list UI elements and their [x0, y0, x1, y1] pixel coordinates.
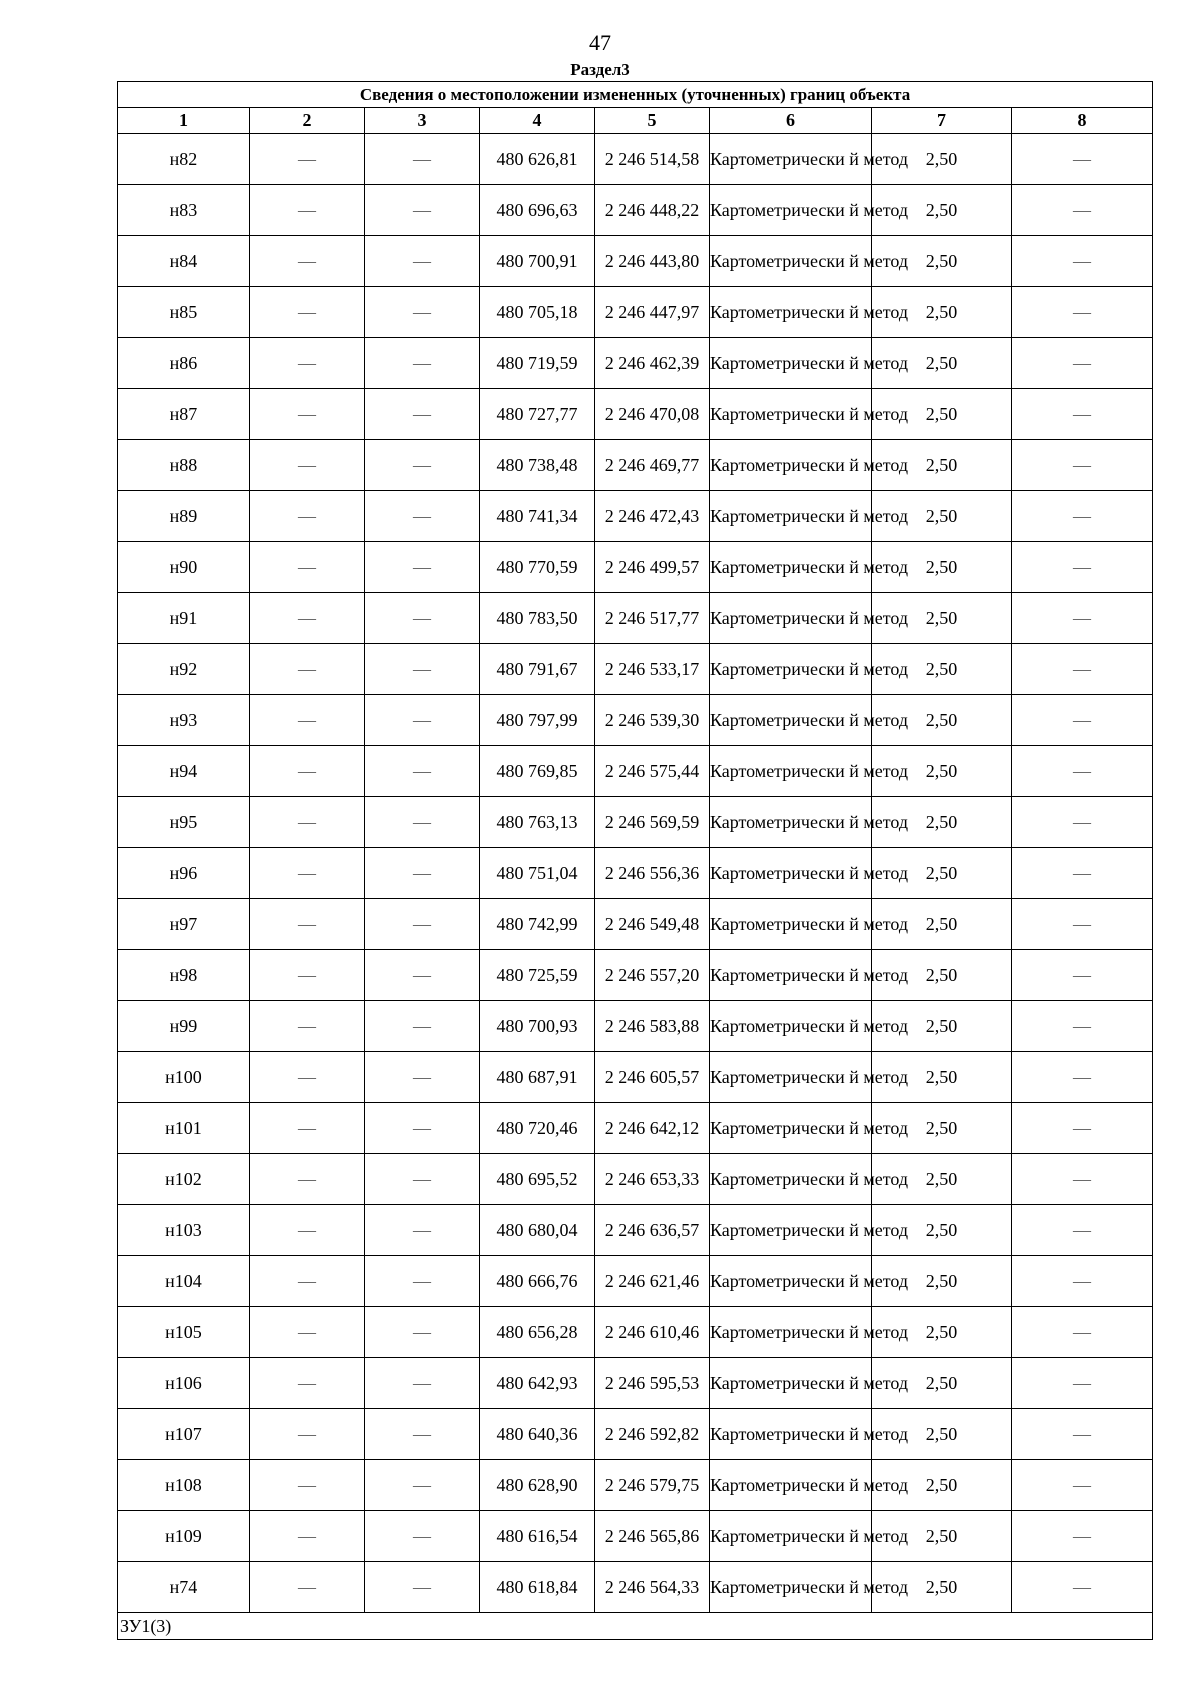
x-coordinate: 480 783,50: [480, 593, 595, 644]
method: Картометрически й метод: [710, 134, 872, 185]
point-name: н108: [118, 1460, 250, 1511]
x-coordinate: 480 725,59: [480, 950, 595, 1001]
column-number-6: 6: [710, 108, 872, 134]
table-row: [118, 440, 1153, 491]
column-8-value: —: [1012, 1154, 1153, 1205]
table-footer: ЗУ1(3): [118, 1613, 1153, 1640]
y-coordinate: 2 246 448,22: [595, 185, 710, 236]
column-3-value: —: [365, 1052, 480, 1103]
column-8-value: —: [1012, 491, 1153, 542]
table-row: [118, 1154, 1153, 1205]
point-name: н86: [118, 338, 250, 389]
method: Картометрически й метод: [710, 695, 872, 746]
column-8-value: —: [1012, 950, 1153, 1001]
table-row: [118, 1307, 1153, 1358]
table-row: [118, 644, 1153, 695]
point-name: н104: [118, 1256, 250, 1307]
method: Картометрически й метод: [710, 338, 872, 389]
column-8-value: —: [1012, 1307, 1153, 1358]
column-3-value: —: [365, 1205, 480, 1256]
column-3-value: —: [365, 644, 480, 695]
column-2-value: —: [250, 389, 365, 440]
column-2-value: —: [250, 848, 365, 899]
table-row: [118, 134, 1153, 185]
column-8-value: —: [1012, 1511, 1153, 1562]
column-3-value: —: [365, 1154, 480, 1205]
method: Картометрически й метод: [710, 848, 872, 899]
column-8-value: —: [1012, 542, 1153, 593]
column-8-value: —: [1012, 848, 1153, 899]
column-8-value: —: [1012, 287, 1153, 338]
column-3-value: —: [365, 491, 480, 542]
method: Картометрически й метод: [710, 1562, 872, 1613]
x-coordinate: 480 738,48: [480, 440, 595, 491]
column-8-value: —: [1012, 440, 1153, 491]
accuracy: 2,50: [872, 1256, 1012, 1307]
column-3-value: —: [365, 899, 480, 950]
column-3-value: —: [365, 797, 480, 848]
point-name: н96: [118, 848, 250, 899]
point-name: н87: [118, 389, 250, 440]
column-2-value: —: [250, 1409, 365, 1460]
column-8-value: —: [1012, 1103, 1153, 1154]
point-name: н94: [118, 746, 250, 797]
x-coordinate: 480 770,59: [480, 542, 595, 593]
column-2-value: —: [250, 491, 365, 542]
point-name: н97: [118, 899, 250, 950]
point-name: н91: [118, 593, 250, 644]
column-8-value: —: [1012, 1052, 1153, 1103]
section-label: Раздел3: [570, 60, 630, 79]
column-3-value: —: [365, 746, 480, 797]
column-8-value: —: [1012, 593, 1153, 644]
y-coordinate: 2 246 610,46: [595, 1307, 710, 1358]
point-name: н105: [118, 1307, 250, 1358]
y-coordinate: 2 246 579,75: [595, 1460, 710, 1511]
y-coordinate: 2 246 514,58: [595, 134, 710, 185]
column-3-value: —: [365, 134, 480, 185]
column-3-value: —: [365, 1001, 480, 1052]
table-row: [118, 746, 1153, 797]
method: Картометрически й метод: [710, 644, 872, 695]
x-coordinate: 480 666,76: [480, 1256, 595, 1307]
accuracy: 2,50: [872, 1307, 1012, 1358]
accuracy: 2,50: [872, 1205, 1012, 1256]
method: Картометрически й метод: [710, 1256, 872, 1307]
column-3-value: —: [365, 236, 480, 287]
point-name: н90: [118, 542, 250, 593]
table-footer-row: [118, 1613, 1153, 1640]
x-coordinate: 480 656,28: [480, 1307, 595, 1358]
column-3-value: —: [365, 389, 480, 440]
column-2-value: —: [250, 1103, 365, 1154]
point-name: н109: [118, 1511, 250, 1562]
y-coordinate: 2 246 462,39: [595, 338, 710, 389]
accuracy: 2,50: [872, 1103, 1012, 1154]
y-coordinate: 2 246 517,77: [595, 593, 710, 644]
column-3-value: —: [365, 950, 480, 1001]
method: Картометрически й метод: [710, 746, 872, 797]
y-coordinate: 2 246 533,17: [595, 644, 710, 695]
x-coordinate: 480 763,13: [480, 797, 595, 848]
point-name: н92: [118, 644, 250, 695]
column-2-value: —: [250, 1154, 365, 1205]
y-coordinate: 2 246 539,30: [595, 695, 710, 746]
column-2-value: —: [250, 440, 365, 491]
table-row: [118, 491, 1153, 542]
x-coordinate: 480 791,67: [480, 644, 595, 695]
column-3-value: —: [365, 695, 480, 746]
method: Картометрически й метод: [710, 1409, 872, 1460]
column-number-3: 3: [365, 108, 480, 134]
column-3-value: —: [365, 1460, 480, 1511]
method: Картометрически й метод: [710, 1052, 872, 1103]
column-8-value: —: [1012, 797, 1153, 848]
y-coordinate: 2 246 469,77: [595, 440, 710, 491]
column-2-value: —: [250, 899, 365, 950]
column-2-value: —: [250, 1460, 365, 1511]
column-2-value: —: [250, 338, 365, 389]
column-2-value: —: [250, 644, 365, 695]
table-title-row: [118, 82, 1153, 108]
column-2-value: —: [250, 1511, 365, 1562]
column-3-value: —: [365, 440, 480, 491]
column-8-value: —: [1012, 389, 1153, 440]
table-row: [118, 1358, 1153, 1409]
column-8-value: —: [1012, 1409, 1153, 1460]
method: Картометрически й метод: [710, 491, 872, 542]
accuracy: 2,50: [872, 1562, 1012, 1613]
point-name: н101: [118, 1103, 250, 1154]
column-number-row: [118, 108, 1153, 134]
x-coordinate: 480 626,81: [480, 134, 595, 185]
table-body: [118, 134, 1153, 1613]
accuracy: 2,50: [872, 440, 1012, 491]
x-coordinate: 480 719,59: [480, 338, 595, 389]
table-row: [118, 287, 1153, 338]
x-coordinate: 480 695,52: [480, 1154, 595, 1205]
page-number: 47: [589, 30, 611, 55]
y-coordinate: 2 246 583,88: [595, 1001, 710, 1052]
column-2-value: —: [250, 1562, 365, 1613]
table-row: [118, 1460, 1153, 1511]
accuracy: 2,50: [872, 695, 1012, 746]
column-2-value: —: [250, 950, 365, 1001]
method: Картометрически й метод: [710, 1358, 872, 1409]
y-coordinate: 2 246 621,46: [595, 1256, 710, 1307]
point-name: н93: [118, 695, 250, 746]
accuracy: 2,50: [872, 848, 1012, 899]
method: Картометрически й метод: [710, 950, 872, 1001]
x-coordinate: 480 705,18: [480, 287, 595, 338]
column-3-value: —: [365, 1103, 480, 1154]
table-row: [118, 185, 1153, 236]
column-3-value: —: [365, 1511, 480, 1562]
accuracy: 2,50: [872, 644, 1012, 695]
method: Картометрически й метод: [710, 1205, 872, 1256]
y-coordinate: 2 246 472,43: [595, 491, 710, 542]
column-8-value: —: [1012, 236, 1153, 287]
method: Картометрически й метод: [710, 1001, 872, 1052]
x-coordinate: 480 700,93: [480, 1001, 595, 1052]
column-3-value: —: [365, 1562, 480, 1613]
table-row: [118, 695, 1153, 746]
column-8-value: —: [1012, 1205, 1153, 1256]
column-number-7: 7: [872, 108, 1012, 134]
y-coordinate: 2 246 592,82: [595, 1409, 710, 1460]
accuracy: 2,50: [872, 899, 1012, 950]
x-coordinate: 480 616,54: [480, 1511, 595, 1562]
y-coordinate: 2 246 549,48: [595, 899, 710, 950]
column-8-value: —: [1012, 695, 1153, 746]
x-coordinate: 480 751,04: [480, 848, 595, 899]
column-8-value: —: [1012, 134, 1153, 185]
column-3-value: —: [365, 1256, 480, 1307]
column-2-value: —: [250, 134, 365, 185]
table-row: [118, 1205, 1153, 1256]
y-coordinate: 2 246 575,44: [595, 746, 710, 797]
y-coordinate: 2 246 470,08: [595, 389, 710, 440]
column-3-value: —: [365, 287, 480, 338]
method: Картометрически й метод: [710, 440, 872, 491]
method: Картометрически й метод: [710, 1511, 872, 1562]
coordinates-table: [117, 81, 1153, 1640]
method: Картометрически й метод: [710, 1307, 872, 1358]
accuracy: 2,50: [872, 1409, 1012, 1460]
column-2-value: —: [250, 695, 365, 746]
column-2-value: —: [250, 236, 365, 287]
y-coordinate: 2 246 556,36: [595, 848, 710, 899]
y-coordinate: 2 246 443,80: [595, 236, 710, 287]
method: Картометрически й метод: [710, 1460, 872, 1511]
column-2-value: —: [250, 593, 365, 644]
column-number-8: 8: [1012, 108, 1153, 134]
table-row: [118, 593, 1153, 644]
table-row: [118, 797, 1153, 848]
table-row: [118, 1001, 1153, 1052]
column-3-value: —: [365, 185, 480, 236]
column-8-value: —: [1012, 1562, 1153, 1613]
column-3-value: —: [365, 1307, 480, 1358]
y-coordinate: 2 246 605,57: [595, 1052, 710, 1103]
x-coordinate: 480 696,63: [480, 185, 595, 236]
x-coordinate: 480 700,91: [480, 236, 595, 287]
x-coordinate: 480 687,91: [480, 1052, 595, 1103]
method: Картометрически й метод: [710, 1154, 872, 1205]
column-2-value: —: [250, 185, 365, 236]
point-name: н83: [118, 185, 250, 236]
method: Картометрически й метод: [710, 899, 872, 950]
x-coordinate: 480 727,77: [480, 389, 595, 440]
point-name: н82: [118, 134, 250, 185]
x-coordinate: 480 769,85: [480, 746, 595, 797]
method: Картометрически й метод: [710, 593, 872, 644]
accuracy: 2,50: [872, 236, 1012, 287]
column-2-value: —: [250, 287, 365, 338]
point-name: н85: [118, 287, 250, 338]
accuracy: 2,50: [872, 797, 1012, 848]
accuracy: 2,50: [872, 1052, 1012, 1103]
y-coordinate: 2 246 595,53: [595, 1358, 710, 1409]
point-name: н107: [118, 1409, 250, 1460]
column-3-value: —: [365, 1358, 480, 1409]
column-8-value: —: [1012, 644, 1153, 695]
x-coordinate: 480 628,90: [480, 1460, 595, 1511]
column-2-value: —: [250, 1052, 365, 1103]
column-2-value: —: [250, 1001, 365, 1052]
method: Картометрически й метод: [710, 1103, 872, 1154]
point-name: н106: [118, 1358, 250, 1409]
x-coordinate: 480 640,36: [480, 1409, 595, 1460]
table-row: [118, 1103, 1153, 1154]
y-coordinate: 2 246 499,57: [595, 542, 710, 593]
accuracy: 2,50: [872, 1358, 1012, 1409]
method: Картометрически й метод: [710, 797, 872, 848]
accuracy: 2,50: [872, 389, 1012, 440]
accuracy: 2,50: [872, 1154, 1012, 1205]
column-8-value: —: [1012, 338, 1153, 389]
column-8-value: —: [1012, 1001, 1153, 1052]
column-2-value: —: [250, 1256, 365, 1307]
table-row: [118, 950, 1153, 1001]
column-number-4: 4: [480, 108, 595, 134]
y-coordinate: 2 246 565,86: [595, 1511, 710, 1562]
accuracy: 2,50: [872, 185, 1012, 236]
method: Картометрически й метод: [710, 236, 872, 287]
table-row: [118, 236, 1153, 287]
y-coordinate: 2 246 569,59: [595, 797, 710, 848]
point-name: н103: [118, 1205, 250, 1256]
accuracy: 2,50: [872, 542, 1012, 593]
table-row: [118, 542, 1153, 593]
table-row: [118, 338, 1153, 389]
table-row: [118, 1256, 1153, 1307]
x-coordinate: 480 741,34: [480, 491, 595, 542]
point-name: н102: [118, 1154, 250, 1205]
accuracy: 2,50: [872, 491, 1012, 542]
column-2-value: —: [250, 1358, 365, 1409]
table-row: [118, 1562, 1153, 1613]
accuracy: 2,50: [872, 338, 1012, 389]
table-row: [118, 1052, 1153, 1103]
point-name: н84: [118, 236, 250, 287]
column-3-value: —: [365, 593, 480, 644]
table-row: [118, 848, 1153, 899]
column-3-value: —: [365, 542, 480, 593]
column-2-value: —: [250, 797, 365, 848]
column-number-2: 2: [250, 108, 365, 134]
table-row: [118, 1511, 1153, 1562]
column-3-value: —: [365, 848, 480, 899]
y-coordinate: 2 246 447,97: [595, 287, 710, 338]
x-coordinate: 480 720,46: [480, 1103, 595, 1154]
y-coordinate: 2 246 557,20: [595, 950, 710, 1001]
table-row: [118, 389, 1153, 440]
table-row: [118, 899, 1153, 950]
column-8-value: —: [1012, 1256, 1153, 1307]
x-coordinate: 480 618,84: [480, 1562, 595, 1613]
column-8-value: —: [1012, 899, 1153, 950]
column-2-value: —: [250, 542, 365, 593]
method: Картометрически й метод: [710, 287, 872, 338]
column-number-1: 1: [118, 108, 250, 134]
point-name: н89: [118, 491, 250, 542]
accuracy: 2,50: [872, 1511, 1012, 1562]
table-row: [118, 1409, 1153, 1460]
accuracy: 2,50: [872, 950, 1012, 1001]
point-name: н95: [118, 797, 250, 848]
column-8-value: —: [1012, 746, 1153, 797]
accuracy: 2,50: [872, 593, 1012, 644]
y-coordinate: 2 246 636,57: [595, 1205, 710, 1256]
column-8-value: —: [1012, 1358, 1153, 1409]
column-8-value: —: [1012, 1460, 1153, 1511]
method: Картометрически й метод: [710, 389, 872, 440]
accuracy: 2,50: [872, 287, 1012, 338]
column-3-value: —: [365, 338, 480, 389]
y-coordinate: 2 246 642,12: [595, 1103, 710, 1154]
accuracy: 2,50: [872, 1001, 1012, 1052]
column-2-value: —: [250, 1307, 365, 1358]
table-title: Сведения о местоположении измененных (уточненных) границ объекта: [118, 82, 1153, 108]
x-coordinate: 480 642,93: [480, 1358, 595, 1409]
x-coordinate: 480 742,99: [480, 899, 595, 950]
column-3-value: —: [365, 1409, 480, 1460]
point-name: н100: [118, 1052, 250, 1103]
accuracy: 2,50: [872, 134, 1012, 185]
column-2-value: —: [250, 1205, 365, 1256]
column-2-value: —: [250, 746, 365, 797]
column-8-value: —: [1012, 185, 1153, 236]
x-coordinate: 480 797,99: [480, 695, 595, 746]
accuracy: 2,50: [872, 746, 1012, 797]
method: Картометрически й метод: [710, 542, 872, 593]
method: Картометрически й метод: [710, 185, 872, 236]
column-number-5: 5: [595, 108, 710, 134]
y-coordinate: 2 246 653,33: [595, 1154, 710, 1205]
accuracy: 2,50: [872, 1460, 1012, 1511]
point-name: н88: [118, 440, 250, 491]
y-coordinate: 2 246 564,33: [595, 1562, 710, 1613]
point-name: н74: [118, 1562, 250, 1613]
point-name: н99: [118, 1001, 250, 1052]
x-coordinate: 480 680,04: [480, 1205, 595, 1256]
point-name: н98: [118, 950, 250, 1001]
